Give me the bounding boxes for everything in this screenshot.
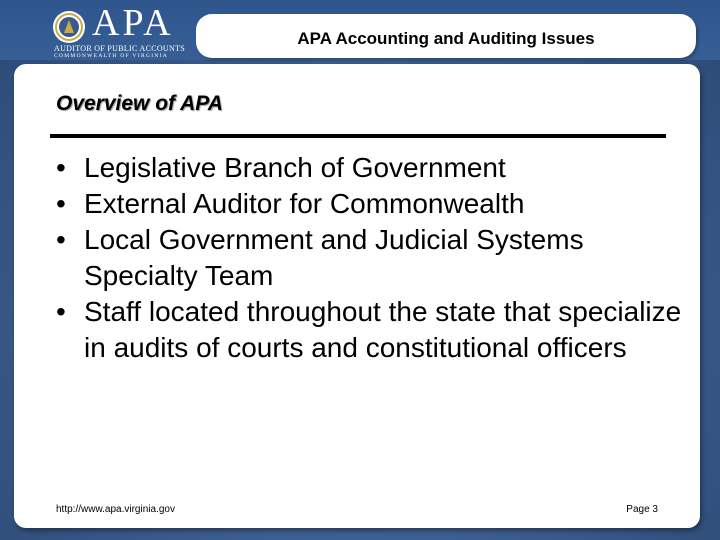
bullet-item: [56, 150, 686, 186]
page-number: Page 3: [626, 504, 658, 515]
bullet-text: Legislative Branch of Government: [84, 152, 506, 183]
bullet-item: [56, 222, 686, 294]
logo-subtitle: AUDITOR OF PUBLIC ACCOUNTS: [54, 44, 186, 53]
bullet-marker-icon: •: [56, 296, 66, 327]
virginia-seal-icon: [52, 10, 86, 44]
bullet-text: Staff located throughout the state that specialize in audits of courts and constitutional officers: [84, 296, 682, 363]
bullet-marker-icon: •: [56, 152, 66, 183]
header-title: APA Accounting and Auditing Issues: [297, 29, 595, 48]
bullet-marker-icon: •: [56, 224, 66, 255]
bullet-marker-icon: •: [56, 188, 66, 219]
footer-url: http://www.apa.virginia.gov: [56, 504, 175, 515]
bullet-item: [56, 294, 686, 366]
logo-subtitle-secondary: COMMONWEALTH OF VIRGINIA: [54, 53, 169, 59]
bullet-text: Local Government and Judicial Systems Specialty Team: [84, 224, 584, 291]
bullet-item: [56, 186, 686, 222]
logo-wordmark: APA: [92, 2, 174, 44]
apa-logo: [52, 2, 192, 59]
bullet-text: External Auditor for Commonwealth: [84, 188, 525, 219]
slide-title: Overview of APA: [56, 92, 223, 115]
bullet-list: [56, 150, 686, 366]
title-divider: [50, 134, 666, 138]
header-title-box: [196, 14, 696, 58]
